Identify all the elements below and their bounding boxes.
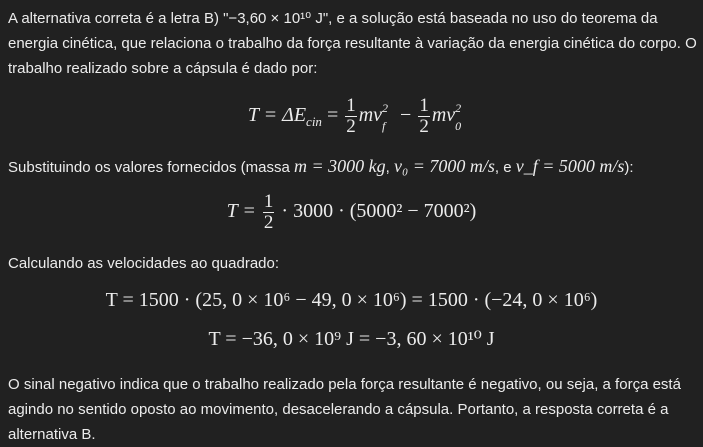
subst-prefix: Substituindo os valores fornecidos (massa [8, 159, 290, 176]
eq1-term-1: mv 2 f [358, 101, 389, 134]
eq1-minus: − [400, 104, 412, 127]
eq1-term-2: mv 2 0 [431, 101, 462, 134]
eq2-rest: · 3000 · (5000² − 7000²) [281, 200, 477, 223]
subst-sep: , e [494, 159, 512, 176]
subst-vf: v_f = 5000 m/s [515, 156, 625, 176]
eq2-fraction: $\frac{1}{2}$ [263, 191, 274, 233]
conclusion-paragraph: O sinal negativo indica que o trabalho realizado pela força resultante é negativo, ou seja, a força está agindo no sentido oposto ao movimento, desacelerando a cápsula. Portanto, a resposta correta é a alternativa B. [8, 376, 681, 443]
eq2-lhs: T = [226, 200, 256, 223]
equation-substituted [0, 192, 703, 233]
equation-work-energy [0, 96, 703, 137]
subst-mass: m = 3000 kg [293, 156, 386, 176]
subst-v0: v₀ = 7000 m/s [393, 156, 495, 176]
eq1-lhs: T = ΔE [247, 104, 307, 127]
calculation-paragraph: Calculando as velocidades ao quadrado: [8, 255, 280, 272]
eq1-sub: cin [306, 114, 322, 130]
eq1-fraction-1: $\frac{1}{2}$ [346, 95, 356, 137]
eq1-equals: = [326, 104, 339, 127]
intro-paragraph: A alternativa correta é a letra B) "−3,60 × 10¹⁰ J", e a solução está baseada no uso do teorema da energia cinética, que relaciona o trabalho da força resultante à variação da energia cinética do corpo. O trabalho realizado sobre a cápsula é dado por: [8, 10, 697, 77]
eq1-fraction-2: $\frac{1}{2}$ [419, 95, 429, 137]
substitution-paragraph: Substituindo os valores fornecidos (massa m = 3000 kg, v₀ = 7000 m/s, e v_f = 5000 m/s): [8, 156, 634, 176]
equation-squares: T = 1500 · (25, 0 × 10⁶ − 49, 0 × 10⁶) = 1500 · (−24, 0 × 10⁶) [105, 289, 598, 311]
subst-suffix: ): [624, 159, 634, 176]
equation-result: T = −36, 0 × 10⁹ J = −3, 60 × 10¹⁰ J [208, 328, 495, 350]
